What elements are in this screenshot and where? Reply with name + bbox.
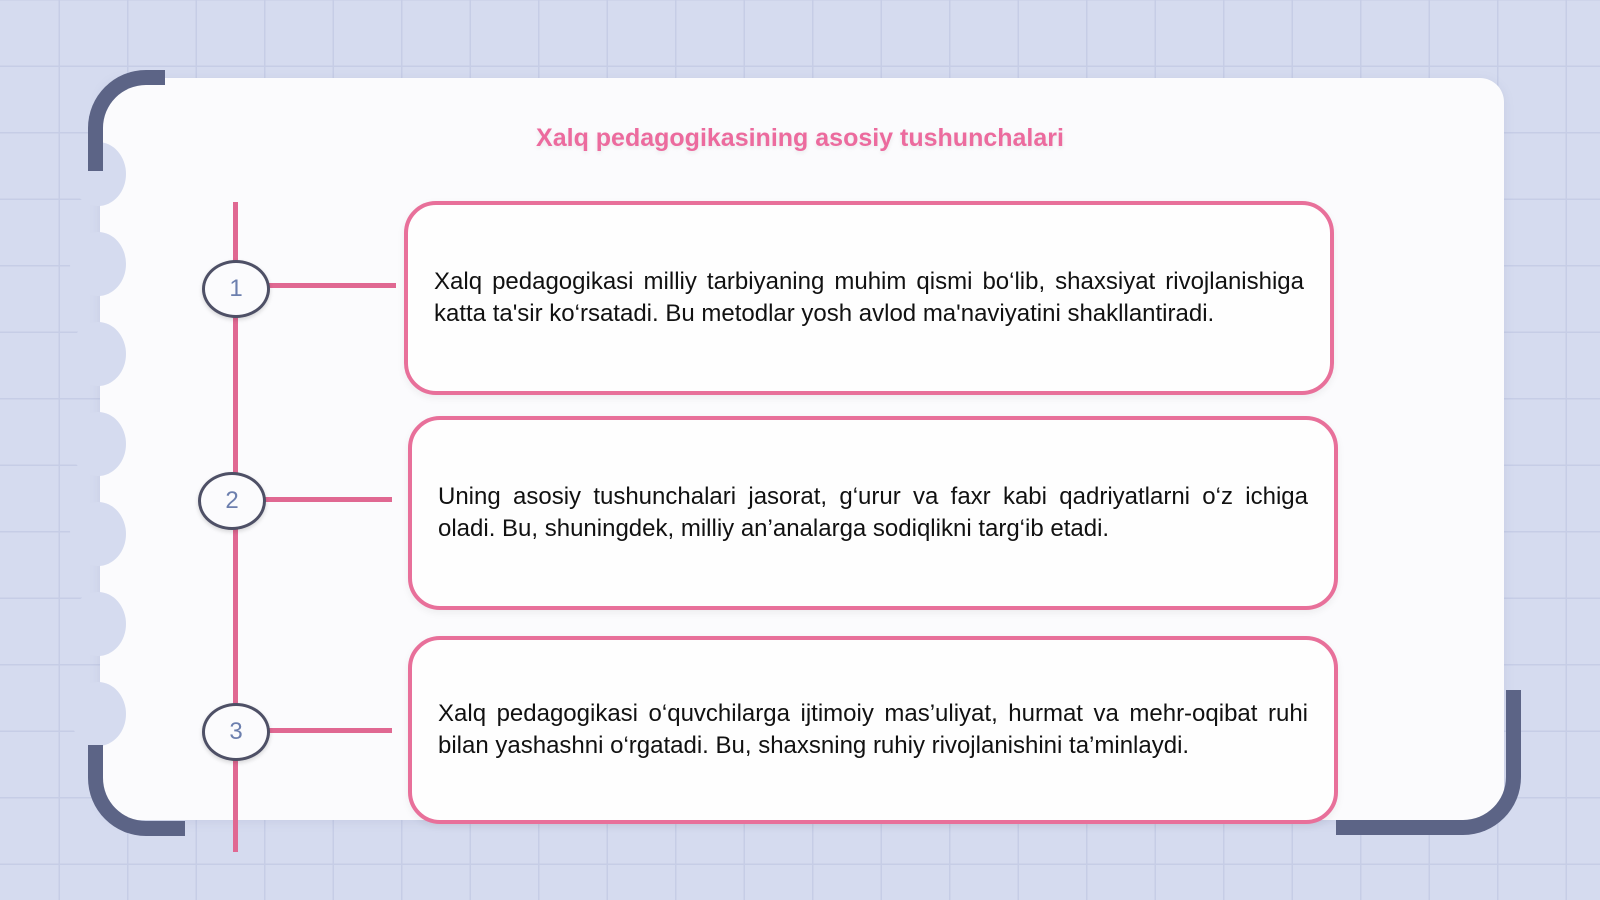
concept-box-1: [404, 201, 1334, 395]
step-number: 3: [229, 718, 243, 745]
connector-1: [266, 283, 396, 288]
notebook-scallop: [70, 232, 126, 296]
concept-box-3: [408, 636, 1338, 824]
step-number: 1: [229, 275, 243, 302]
step-marker-3: [202, 703, 270, 761]
step-number: 2: [225, 487, 239, 514]
step-marker-1: [202, 260, 270, 318]
notebook-scallop: [70, 592, 126, 656]
concept-text: Uning asosiy tushunchalari jasorat, g‘urur va faxr kabi qadriyatlarni o‘z ichiga oladi. Bu, shuningdek, milliy an’analarga sodiqlikni targ‘ib etadi.: [438, 483, 1308, 542]
step-marker-2: [198, 472, 266, 530]
notebook-scallop: [70, 412, 126, 476]
slide-title: Xalq pedagogikasining asosiy tushunchalari: [536, 124, 1064, 152]
notebook-scallop: [70, 502, 126, 566]
notebook-scallop: [70, 682, 126, 746]
concept-text: Xalq pedagogikasi milliy tarbiyaning muhim qismi bo‘lib, shaxsiyat rivojlanishiga katta ta'sir ko‘rsatadi. Bu metodlar yosh avlod ma'naviyatini shakllantiradi.: [434, 268, 1304, 327]
frame-corner-top-left: [88, 70, 165, 171]
concept-box-2: [408, 416, 1338, 610]
notebook-scallop: [70, 322, 126, 386]
frame-corner-bottom-left: [88, 745, 185, 836]
concept-text: Xalq pedagogikasi o‘quvchilarga ijtimoiy mas’uliyat, hurmat va mehr-oqibat ruhi bilan yashashni o‘rgatadi. Bu, shaxsning ruhiy rivojlanishini ta’minlaydi.: [438, 700, 1308, 759]
connector-2: [262, 497, 392, 502]
connector-3: [266, 728, 392, 733]
frame-corner-bottom-right: [1336, 690, 1521, 835]
